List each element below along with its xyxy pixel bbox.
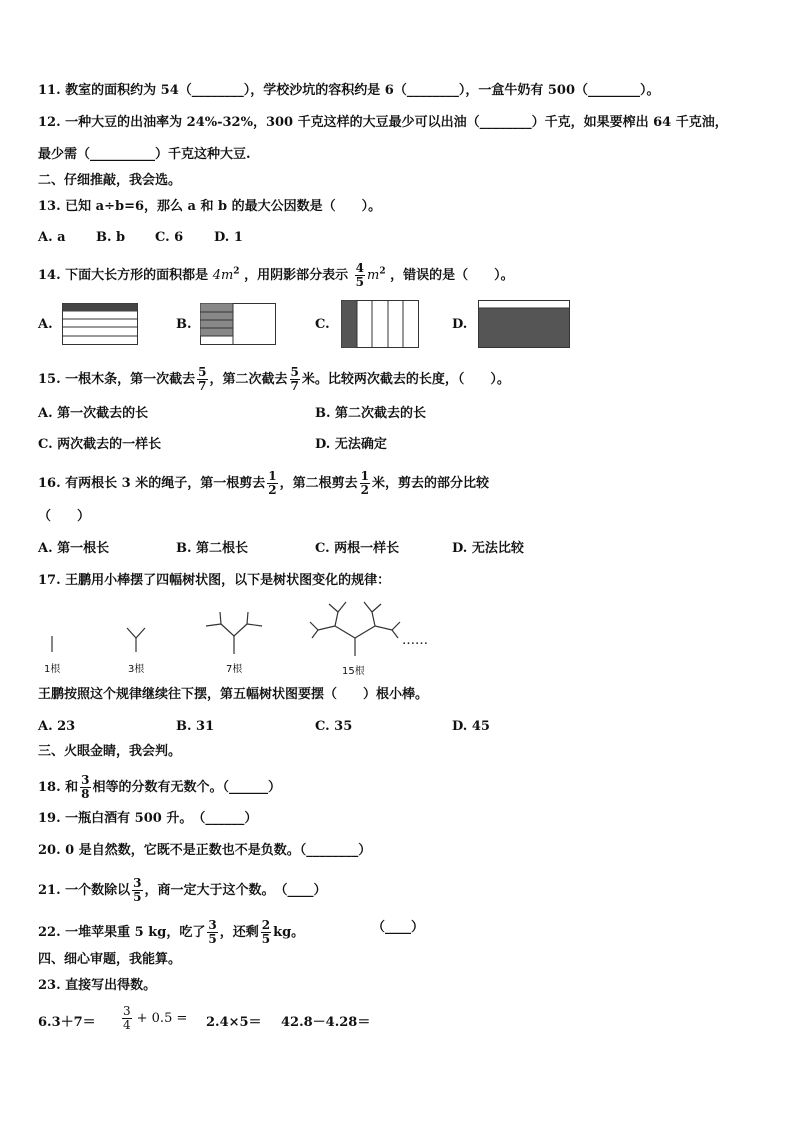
q15-option-d[interactable]: D. 无法确定 [315, 437, 387, 452]
tree-label-2: 3根 [128, 664, 145, 675]
q18-fraction: $\frac{3}{8}$ [81, 773, 90, 801]
q16-answer-blank[interactable]: （ ） [38, 509, 91, 524]
q15-option-c[interactable]: C. 两次截去的一样长 [38, 437, 162, 452]
question-18: 18. 和 $\frac{3}{8}$ 相等的分数有无数个。（______） [38, 773, 282, 801]
question-12-line1: 12. 一种大豆的出油率为 24%-32%，300 千克这样的大豆最少可以出油（________）千克，如果要榨出 64 千克油， [38, 115, 728, 130]
tree-label-3: 7根 [226, 664, 243, 675]
question-16: 16. 有两根长 3 米的绳子，第一根剪去 $\frac{1}{2}$ ，第二根剪去 $\frac{1}{2}$ 米，剪去的部分比较 [38, 469, 489, 497]
q16-option-b[interactable]: B. 第二根长 [176, 541, 249, 556]
q16-fraction-2: $\frac{1}{2}$ [360, 469, 369, 497]
question-22: 22. 一堆苹果重 5 kg，吃了 $\frac{3}{5}$ ，还剩 $\frac{2}{5}$ kg。 [38, 918, 305, 946]
q22-fraction-1: $\frac{3}{5}$ [208, 918, 217, 946]
section-2-heading: 二、仔细推敲，我会选。 [38, 173, 182, 188]
question-17: 17. 王鹏用小棒摆了四幅树状图，以下是树状图变化的规律： [38, 573, 391, 588]
section-4-heading: 四、细心审题，我能算。 [38, 952, 182, 967]
q15-fraction-1: $\frac{5}{7}$ [198, 365, 207, 393]
q14-text-pre: 14. 下面大长方形的面积都是 [38, 268, 209, 283]
question-20: 20. 0 是自然数，它既不是正数也不是负数。（________） [38, 843, 372, 858]
question-13: 13. 已知 a÷b=6，那么 a 和 b 的最大公因数是（ ）。 [38, 199, 382, 214]
q13-option-b[interactable]: B. b [96, 230, 126, 245]
q16-option-c[interactable]: C. 两根一样长 [315, 541, 400, 556]
question-12-line2: 最少需（__________）千克这种大豆. [38, 147, 251, 162]
q14-unit2: m [367, 268, 380, 283]
q16-option-d[interactable]: D. 无法比较 [452, 541, 524, 556]
section-3-heading: 三、火眼金睛，我会判。 [38, 744, 182, 759]
q13-option-a[interactable]: A. a [38, 230, 66, 245]
q15-fraction-2: $\frac{5}{7}$ [290, 365, 299, 393]
question-11: 11. 教室的面积约为 54（________），学校沙坑的容积约是 6（________），一盒牛奶有 500（________）。 [38, 83, 660, 98]
tree-ellipsis: …… [402, 633, 428, 648]
q13-option-d[interactable]: D. 1 [214, 230, 243, 245]
calc-expr-3: 2.4×5＝ [206, 1015, 262, 1030]
question-21: 21. 一个数除以 $\frac{3}{5}$ ，商一定大于这个数。 （____） [38, 876, 327, 904]
tree-label-4: 15根 [342, 666, 365, 677]
tree-diagram [38, 596, 438, 658]
q14-fraction: $\frac{4}{5}$ [355, 261, 364, 289]
q15-option-b[interactable]: B. 第二次截去的长 [315, 406, 427, 421]
tree-label-1: 1根 [44, 664, 61, 675]
q15-option-a[interactable]: A. 第一次截去的长 [38, 406, 149, 421]
q14-text-mid: ，用阴影部分表示 [244, 268, 349, 283]
question-15: 15. 一根木条，第一次截去 $\frac{5}{7}$ ，第二次截去 $\frac{5}{7}$ 米。比较两次截去的长度，（ ）。 [38, 365, 510, 393]
q14-option-c-label[interactable]: C. [315, 317, 330, 332]
q16-option-a[interactable]: A. 第一根长 [38, 541, 110, 556]
q14-option-b-label[interactable]: B. [176, 317, 192, 332]
q22-fraction-2: $\frac{2}{5}$ [261, 918, 271, 946]
question-23: 23. 直接写出得数。 [38, 978, 157, 993]
q17-option-b[interactable]: B. 31 [176, 719, 215, 734]
question-19: 19. 一瓶白酒有 500 升。 （______） [38, 811, 258, 826]
question-17-follow: 王鹏按照这个规律继续往下摆，第五幅树状图要摆（ ）根小棒。 [38, 687, 429, 702]
calc-expr-2: $\frac{3}{4}$ + 0.5 = [123, 1004, 188, 1032]
q13-option-c[interactable]: C. 6 [155, 230, 184, 245]
q14-figure-d [478, 300, 570, 348]
q22-answer-blank[interactable]: （____） [372, 920, 425, 935]
q14-text-post: ，错误的是（ ）。 [390, 268, 514, 283]
q17-option-c[interactable]: C. 35 [315, 719, 353, 734]
q14-figure-c [341, 300, 419, 348]
q14-unit: 4m [212, 268, 234, 283]
q14-sup: 2 [233, 266, 240, 277]
q21-fraction: $\frac{3}{5}$ [133, 876, 142, 904]
q14-option-d-label[interactable]: D. [452, 317, 468, 332]
calc-expr-2-fraction: $\frac{3}{4}$ [123, 1004, 131, 1032]
calc-expr-1: 6.3＋7＝ [38, 1015, 96, 1030]
q16-fraction-1: $\frac{1}{2}$ [268, 469, 277, 497]
q17-option-a[interactable]: A. 23 [38, 719, 76, 734]
q17-option-d[interactable]: D. 45 [452, 719, 490, 734]
q14-figure-b [200, 303, 276, 345]
q14-figure-a [62, 303, 138, 345]
calc-expr-4: 42.8－4.28＝ [281, 1015, 371, 1030]
question-14: 14. 下面大长方形的面积都是 $4m^2$ ，用阴影部分表示 $\frac{4}{5}$ $m^2$ ，错误的是（ ）。 [38, 261, 514, 289]
q14-option-a-label[interactable]: A. [38, 317, 53, 332]
